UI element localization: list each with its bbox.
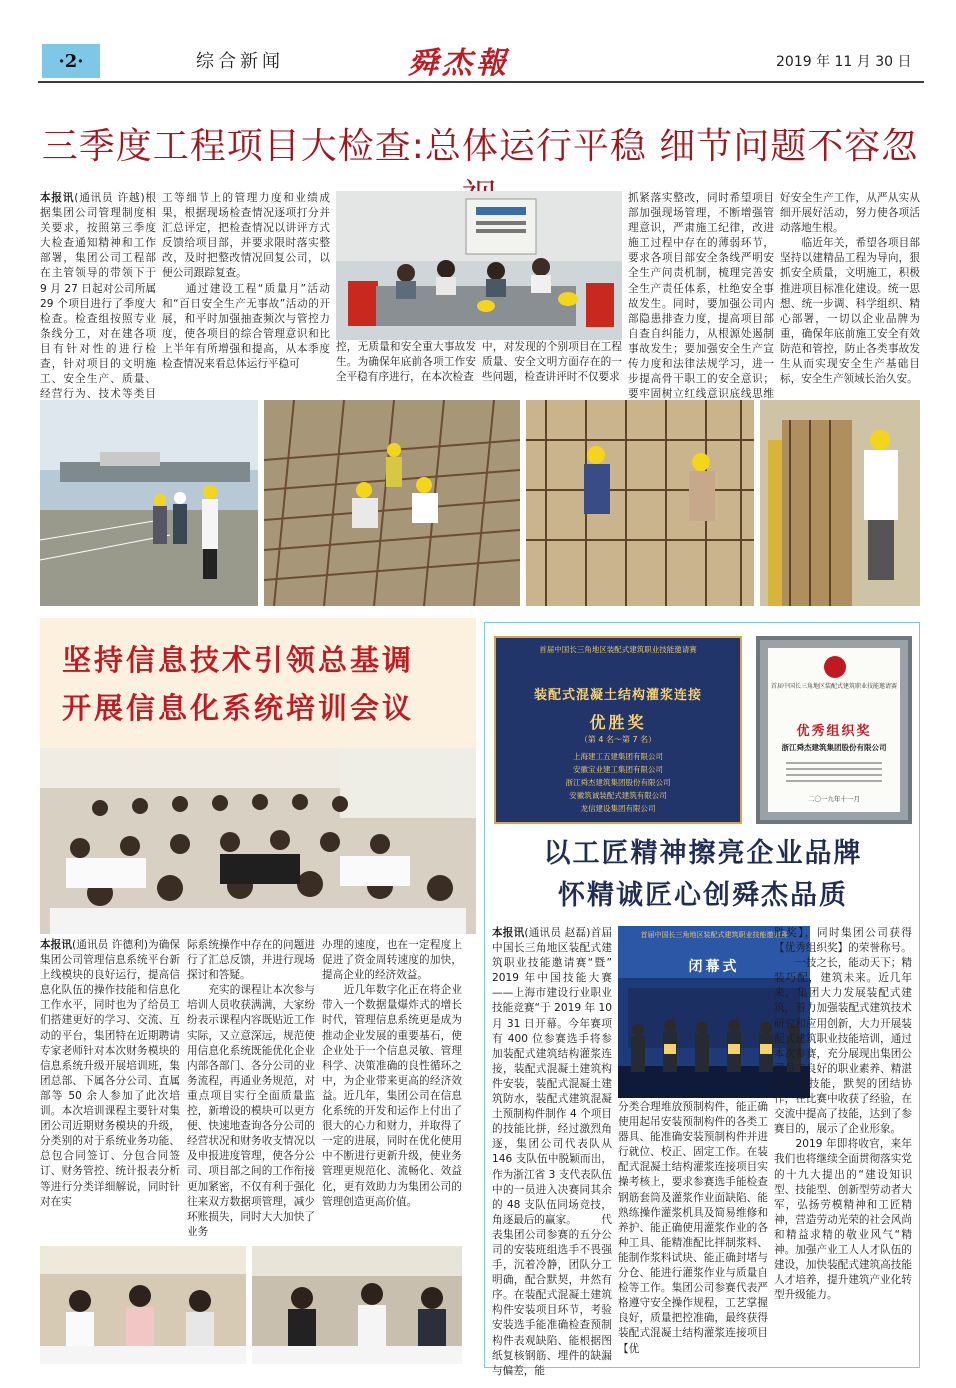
site-inspection-photo-3 [526,400,754,606]
article1-column-1 [40,191,157,401]
article3-headline-line-2[interactable]: 怀精诚匠心创舜杰品质 [558,880,848,911]
certificate-paper [768,648,900,812]
certificate-date: 二〇一九年十一月 [808,795,860,803]
site-inspection-photo-2 [264,400,520,606]
emblem-icon [824,656,846,678]
training-session-photo [40,748,476,934]
article3-column-1 [492,1100,612,1360]
article1-column-4: 中，对发现的个别项目在工程质量、安全文明方面存在的一些问题，检查讲评时不仅要求 [482,341,622,384]
masthead-logo: 舜杰報 [408,46,510,81]
byline-lead: 本报讯 [40,939,73,951]
training-photo-2 [40,1246,246,1364]
certificate-company-list [504,750,732,815]
certificate-excellence-award [494,636,742,824]
article3-body-1: 首届中国长三角地区装配式建筑职业技能邀请赛“暨” 2019 年中国技能大赛——上海市建设行业职业技能竞赛“于 2019 年 10 月 31 日开幕。今年赛项有 400 位参赛选手将参加装配式建筑结构灌浆连接，装配式混凝土建筑构件安装，装配式混凝土建筑防水，装配式建筑混凝土预制构件制作 4 个项目的技能比拼，经过激烈角逐，集团公司代表队从 146 支队伍中脱颖而出，作为浙江省 3 支代表队伍中的一员进入决赛同其余的 48 支队伍同场竞技，角逐最后的赢家。 代表集团公司参赛的五分公司的安装班组选手不畏强手，沉着冷静，团队分工明确，配合默契，井然有序。在装配式混凝土建筑构件安装项目环节，考验安装选手能准确检查预制构件表观缺陷、能根据图纸复核钢筋、埋件的缺漏与偏差，能 [492,927,612,1377]
meeting-photo [336,191,622,340]
training-photo-3 [252,1246,462,1364]
article2-column-3: 办理的速度，也在一定程度上促进了资金周转速度的加快，提高企业的经济效益。 近几年数字化正在将企业带入一个数据量爆炸式的增长时代，管理信息系统更是成为推动企业发展的重要基石，使企业处于一个信息灵敏、管理科学、决策准确的良性循环之中，为企业带来更高的经济效益。近几年，集团公司在信息化系统的开发和运作上付出了很大的心力和财力，并取得了一定的进展，同时在优化使用中不断进行更新升级，使业务管理更规范化、流畅化、效益化，更有效助力为集团公司的管理创造更高价值。 [322,939,462,1208]
article3-byline-and-lead [492,926,612,1377]
issue-date: 2019 年 11 月 30 日 [776,54,912,70]
header-rule [38,81,924,83]
certificate-company: 浙江舜杰建筑集团股份有限公司 [781,743,887,752]
byline-lead: 本报讯 [40,192,75,204]
article2-body-1: 为确保集团公司管理信息系统平台新上线模块的良好运行，提高信息化队伍的操作技能和信息化工作水平，同时也为了给员工们搭建更好的学习、交流、互动的平台，集团特在近期聘请专家老师针对本次财务模块的信息系统升级开展培训班，集团总部、下属各分公司、直属部等 50 余人参加了此次培训。本次培训课程主要针对集团公司近期财务模块的升级，分类别的对于系统业务功能、总包合同签订、分包合同签订、财务管控、统计报表分析等进行分类详细解说，同时针对在实 [40,939,180,1208]
certificate-company: 浙江舜杰建筑集团股份有限公司 [565,778,671,787]
certificate-category: 装配式混凝土结构灌浆连接 [533,688,702,703]
certificate-fine-print [786,758,882,788]
certificate-organization-award [756,636,912,824]
certificate-rank: （第 4 名～第 7 名） [579,735,657,744]
article1-column-6: 好安全生产工作，从严从实从细开展好活动，努力使各项活动落地生根。 临近年关，希望各项目部坚持以建精品工程为导向，狠抓安全质量，文明施工，积极推进项目标准化建设。统一思想、统一步调、科学组织、精心部署，一切以企业品牌为重，确保年底前施工安全有效防范和管控，防止各类事故发生从而实现安全生产基础目标，安全生产领域长治久安。 [780,192,920,386]
byline-reporter: (通讯员 许越) [74,192,145,204]
byline-lead: 本报讯 [492,927,525,939]
byline-reporter: (通讯员 赵磊) [524,927,591,939]
article1-headline[interactable]: 三季度工程项目大检查:总体运行平稳 细节问题不容忽 [41,126,919,167]
site-inspection-photo-1 [40,400,258,606]
certificate-title: 首届中国长三角地区装配式建筑职业技能邀请赛 [539,645,697,654]
article1-body-1: 根据集团公司管理制度相关要求，按照第三季度大检查通知精神和工作部署，集团公司工程部在主管领导的带领下于 9 月 27 日起对公司所属 29 个项目进行了季度大检查。检查组按照专业条线分工，对在建各项目有针对性的进行检查，针对项目的文明施工、安全生产、质量、经营行为、技术等类目 [40,192,157,401]
article3-column-2: 分类合理堆放预制构件，能正确使用起吊安装预制构件的各类工器具、能准确安装预制构件并进行就位、校正、固定工作。在装配式混凝土结构灌浆连接项目实操考核上，要求参赛选手能检查钢筋套筒及灌浆作业面缺陷、能熟练操作灌浆机具及简易维修和养护、能正确使用灌浆作业的各种工具、能精准配比拌制浆料、能制作浆料试块、能正确封堵与分仓、能进行灌浆作业与质量自检等工作。集团公司参赛代表严格遵守安全操作规程，工艺掌握良好，质量把控准确，最终获得装配式混凝土结构灌浆连接项目【优 [618,1101,768,1355]
certificate-title-small: 首届中国长三角地区装配式建筑职业技能邀请赛 [770,683,897,690]
section-name: 综合新闻 [196,51,284,72]
article3-headline-line-1[interactable]: 以工匠精神擦亮企业品牌 [543,838,863,869]
ceremony-banner-text: 首届中国长三角地区装配式建筑职业技能邀请赛 [640,931,788,939]
byline-reporter: (通讯员 许德利) [72,939,148,951]
page-number-badge: ·2· [42,44,100,78]
article1-column-5: 抓紧落实整改，同时希望项目部加强现场管理，不断增强管理意识，严肃施工纪律，改进施工过程中存在的薄弱环节，要求各项目部安全条线严明安全生产问责机制，梳理完善安全生产责任体系，杜绝安全事故发生。同时，要加强公司内部隐患排查力度，提高项目部自查自纠能力，从根源处遏制事故发生；要加强安全生产宣传力度和法律法规学习，进一步提高骨干职工的安全意识；要牢固树立红线意识底线思维 [628,192,774,401]
certificate-award-name: 优秀组织奖 [796,724,872,739]
site-inspection-photo-4 [760,400,920,606]
certificate-company: 安徽宝业建工集团有限公司 [573,765,663,774]
ceremony-stage-text: 闭幕式 [688,959,740,975]
article1-column-2: 工等细节上的管理力度和业绩成果，根据现场检查情况逐项打分并汇总评定，把检查情况以讲评方式反馈给项目部，并要求限时落实整改，及时把整改情况回复公司，以便公司跟踪复查。 通过建设工程“质量月”活动和“百日安全生产无事故”活动的开展，和平时加强抽查频次与管控力度，使各项目的综合管理意识和比上半年有所增强和提高，从本季度检查情况来看总体运行平稳可 [162,192,330,371]
certificate-company: 安徽筑诚装配式建筑有限公司 [569,791,667,800]
article2-headline-line-2[interactable]: 开展信息化系统培训会议 [62,691,415,725]
article3-column-3: 胜奖】，同时集团公司获得【优秀组织奖】的荣誉称号。 一技之长，能动天下；精装巧配，建筑未来。近几年来，集团大力发展装配式建筑，着力加强装配式建筑技术研究和应用创新，大力开展装配式建筑职业技能培训，通过本次参赛，充分展现出集团公司员工良好的职业素养、精湛的技术技能，默契的团结协作，在比赛中收获了经验，在交流中提高了技能，达到了参赛目的，展示了企业形象。 2019 年即将收官，来年我们也将继续全面贯彻落实党的十九大提出的“建设知识型、技能型、创新型劳动者大军，弘扬劳模精神和工匠精神，营造劳动光荣的社会风尚和精益求精的敬业风气“精神。加强产业工人人才队伍的建设，加快装配式建筑高技能人才培养，提升建筑产业化转型升级能力。 [774,927,912,1302]
article2-headline-line-1[interactable]: 坚持信息技术引领总基调 [62,643,415,677]
certificate-company: 上海建工五建集团有限公司 [573,752,663,761]
certificate-company: 龙信建设集团有限公司 [580,804,656,813]
article1-column-3: 控，无质量和安全重大事故发生。为确保年底前各项工作安全平稳有序进行，在本次检查 [336,341,476,384]
article2-column-2: 际系统操作中存在的问题进行了汇总反馈，并进行现场探讨和答疑。 充实的课程让本次参与培训人员收获满满，大家纷纷表示课程内容既贴近工作实际，又立意深远，规范使用信息化系统既能优化企业内部各部门、各分公司的业务流程，再通业务规范，对重点项目实行全面质量监控，新增设的模块可以更方便、快速地查询各分公司的经营状况和财务收支情况以及申报进度管理，使各分公司、项目部之间的工作衔接更加紧密，不仅有利于强化往来双方数据项管理，减少环账损失，同时大大加快了业务 [187,939,315,1238]
certificate-award-name: 优胜奖 [589,713,647,732]
article2-column-1 [40,938,180,1238]
